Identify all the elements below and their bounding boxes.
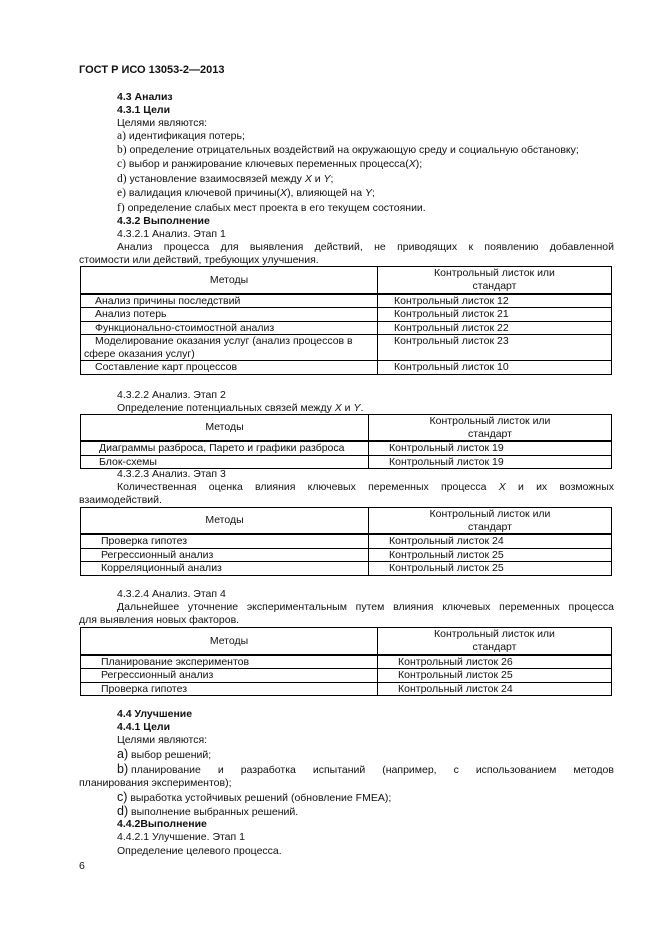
improve-goal-d: d) выполнение выбранных решений. bbox=[117, 804, 299, 818]
goal-item-b: b) определение отрицательных воздействий на окружающую среду и социальную обстановку; bbox=[117, 144, 579, 156]
table-row: Корреляционный анализ Контрольный листок 25 bbox=[81, 562, 612, 576]
table-header-checklist: Контрольный листок или стандарт bbox=[378, 628, 612, 655]
methods-table-step2 bbox=[80, 414, 612, 469]
step3-title: 4.3.2.3 Анализ. Этап 3 bbox=[117, 468, 226, 480]
goal-item-f: f) определение слабых мест проекта в его текущем состоянии. bbox=[117, 202, 426, 214]
section-heading-4-4: 4.4 Улучшение bbox=[117, 708, 193, 720]
improve-goals-intro: Целями являются: bbox=[117, 734, 208, 746]
methods-table-step1 bbox=[80, 266, 612, 375]
subsection-heading-4-4-2: 4.4.2Выполнение bbox=[117, 818, 207, 830]
table-row: Функционально-стоимостной анализ Контрольный листок 22 bbox=[81, 321, 612, 335]
document-header: ГОСТ Р ИСО 13053-2—2013 bbox=[79, 64, 225, 76]
step4-text-line2: для выявления новых факторов. bbox=[79, 614, 240, 626]
table-row: Регрессионный анализ Контрольный листок 25 bbox=[81, 548, 612, 562]
table-header-methods: Методы bbox=[81, 415, 369, 442]
improve-goal-c: c) выработка устойчивых решений (обновление FMEA); bbox=[117, 790, 392, 804]
goal-item-d: d) установление взаимосвязей между X и Y; bbox=[117, 173, 334, 185]
methods-table-step4 bbox=[80, 627, 612, 696]
table-header-methods: Методы bbox=[81, 628, 378, 655]
table-header-methods: Методы bbox=[81, 267, 378, 294]
table-header-methods: Методы bbox=[81, 508, 369, 535]
table-row: Проверка гипотез Контрольный листок 24 bbox=[81, 682, 612, 696]
methods-table-step3 bbox=[80, 507, 612, 576]
step1-text-line2: стоимости или действий, требующих улучшения. bbox=[79, 254, 319, 266]
table-row: Анализ причины последствий Контрольный листок 12 bbox=[81, 294, 612, 308]
step4-title: 4.3.2.4 Анализ. Этап 4 bbox=[117, 588, 226, 600]
table-row: Анализ потерь Контрольный листок 21 bbox=[81, 308, 612, 322]
subsection-heading-4-3-2: 4.3.2 Выполнение bbox=[117, 215, 210, 227]
step4-text-line1: Дальнейшее уточнение экспериментальным путем влияния ключевых переменных процесса bbox=[117, 601, 614, 613]
improve-step1-text: Определение целевого процесса. bbox=[117, 845, 282, 857]
step2-title: 4.3.2.2 Анализ. Этап 2 bbox=[117, 389, 226, 401]
table-header-checklist: Контрольный листок или стандарт bbox=[378, 267, 612, 294]
table-header-checklist: Контрольный листок или стандарт bbox=[369, 508, 612, 535]
step2-text: Определение потенциальных связей между X и Y. bbox=[117, 402, 364, 414]
improve-goal-a: a) выбор решений; bbox=[117, 747, 212, 761]
step1-title: 4.3.2.1 Анализ. Этап 1 bbox=[117, 228, 226, 240]
improve-step1-title: 4.4.2.1 Улучшение. Этап 1 bbox=[117, 831, 245, 843]
table-row: Проверка гипотез Контрольный листок 24 bbox=[81, 534, 612, 548]
goals-intro: Целями являются: bbox=[117, 117, 208, 129]
step3-text-line1: Количественная оценка влияния ключевых переменных процесса X и их возможных bbox=[117, 481, 614, 493]
step3-text-line2: взаимодействий. bbox=[79, 494, 162, 506]
table-row: Составление карт процессов Контрольный листок 10 bbox=[81, 361, 612, 375]
table-row: Планирование экспериментов Контрольный листок 26 bbox=[81, 655, 612, 669]
page-number: 6 bbox=[79, 860, 85, 872]
section-heading-4-3: 4.3 Анализ bbox=[117, 91, 173, 103]
table-header-checklist: Контрольный листок или стандарт bbox=[369, 415, 612, 442]
goal-item-a: a) идентификация потерь; bbox=[117, 130, 245, 142]
improve-goal-b-line1: b) планирование и разработка испытаний (например, с использованием методов bbox=[117, 762, 614, 776]
goal-item-c: c) выбор и ранжирование ключевых переменных процесса(X); bbox=[117, 158, 423, 170]
table-row: Моделирование оказания услуг (анализ процессов в сфере оказания услуг) Контрольный листок 23 bbox=[81, 335, 612, 361]
improve-goal-b-line2: планирования экспериментов); bbox=[79, 777, 232, 789]
step1-text-line1: Анализ процесса для выявления действий, не приводящих к появлению добавленной bbox=[117, 241, 614, 253]
goal-item-e: e) валидация ключевой причины(X), влияющей на Y; bbox=[117, 187, 375, 199]
subsection-heading-4-3-1: 4.3.1 Цели bbox=[117, 104, 171, 116]
table-row: Регрессионный анализ Контрольный листок 25 bbox=[81, 669, 612, 683]
table-row: Диаграммы разброса, Парето и графики разброса Контрольный листок 19 bbox=[81, 441, 612, 455]
table-row: Блок-схемы Контрольный листок 19 bbox=[81, 455, 612, 469]
subsection-heading-4-4-1: 4.4.1 Цели bbox=[117, 721, 171, 733]
